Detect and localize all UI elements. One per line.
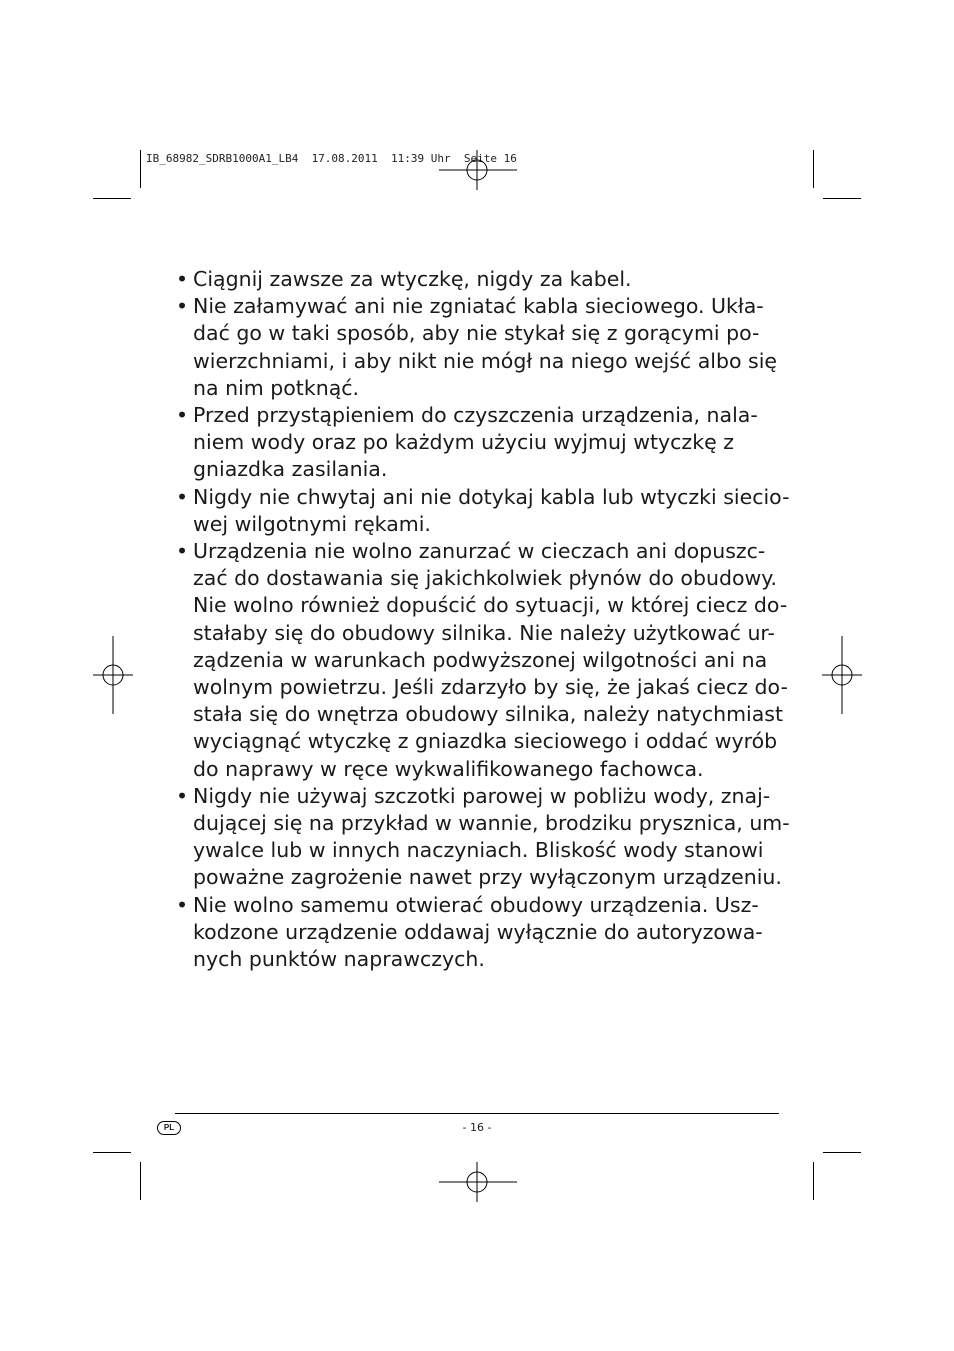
bullet-text-line: na nim potknąć. xyxy=(193,375,360,400)
bullet-text-line: wej wilgotnymi rękami. xyxy=(193,511,431,536)
bullet-item xyxy=(175,484,790,538)
bullet-item xyxy=(175,892,785,974)
bullet-text-line: gniazdka zasilania. xyxy=(193,457,388,482)
registration-mark-bottom-icon xyxy=(439,1162,517,1202)
bullet-text-line: wierzchniami, i aby nikt nie mógł na niego wejść albo się xyxy=(193,348,778,373)
registration-mark-right-icon xyxy=(822,636,862,714)
bullet-item xyxy=(175,266,785,293)
bullet-text-line: Nigdy nie używaj szczotki parowej w pobliżu wody, znaj- xyxy=(193,783,771,808)
bullet-text-line: Nie wolno również dopuścić do sytuacji, w której ciecz do- xyxy=(193,593,788,618)
crop-mark-bottom-right-vertical xyxy=(813,1162,814,1200)
bullet-text-line: Urządzenia nie wolno zanurzać w cieczach ani dopuszc- xyxy=(193,539,766,564)
crop-mark-bottom-right-horizontal xyxy=(823,1152,861,1153)
bullet-item xyxy=(175,402,785,484)
registration-mark-top-icon xyxy=(439,150,517,190)
bullet-marker: • xyxy=(176,484,189,509)
bullet-text-line: nych punktów naprawczych. xyxy=(193,947,485,972)
bullet-marker: • xyxy=(176,783,189,808)
crop-mark-top-left-vertical xyxy=(140,150,141,188)
bullet-text-line: do naprawy w ręce wykwalifikowanego fachowca. xyxy=(193,756,704,781)
bullet-text-line: wolnym powietrzu. Jeśli zdarzyło by się, że jakaś ciecz do- xyxy=(193,675,788,700)
bullet-text-line: wyciągnąć wtyczkę z gniazdka sieciowego i oddać wyrób xyxy=(193,729,778,754)
bullet-marker: • xyxy=(176,539,189,564)
footer-rule xyxy=(175,1113,779,1114)
bullet-text-line: ywalce lub w innych naczyniach. Bliskość wody stanowi xyxy=(193,838,764,863)
bullet-text-line: stała się do wnętrza obudowy silnika, należy natychmiast xyxy=(193,702,784,727)
bullet-text-line: Nigdy nie chwytaj ani nie dotykaj kabla lub wtyczki siecio- xyxy=(193,484,790,509)
bullet-text-line: poważne zagrożenie nawet przy wyłączonym urządzeniu. xyxy=(193,865,782,890)
safety-instructions xyxy=(175,266,790,973)
bullet-text-line: dującej się na przykład w wannie, brodziku prysznica, um- xyxy=(193,811,790,836)
bullet-text-line: Nie wolno samemu otwierać obudowy urządzenia. Usz- xyxy=(193,892,759,917)
bullet-text-line: kodzone urządzenie oddawaj wyłącznie do autoryzowa- xyxy=(193,919,763,944)
language-badge: PL xyxy=(157,1121,181,1135)
bullet-text-line: Przed przystąpieniem do czyszczenia urządzenia, nala- xyxy=(193,403,758,428)
print-slug: IB_68982_SDRB1000A1_LB4 17.08.2011 11:39 Uhr Seite 16 xyxy=(146,152,517,165)
crop-mark-bottom-left-horizontal xyxy=(93,1152,131,1153)
bullet-text-line: dać go w taki sposób, aby nie stykał się z gorącymi po- xyxy=(193,321,760,346)
bullet-marker: • xyxy=(176,403,189,428)
bullet-marker: • xyxy=(176,267,189,291)
registration-mark-left-icon xyxy=(93,636,133,714)
bullet-marker: • xyxy=(176,294,189,319)
bullet-text-line: niem wody oraz po każdym użyciu wyjmuj wtyczkę z xyxy=(193,430,734,455)
crop-mark-bottom-left-vertical xyxy=(140,1162,141,1200)
bullet-text-line: Nie załamywać ani nie zgniatać kabla sieciowego. Ukła- xyxy=(193,294,764,319)
bullet-item xyxy=(175,783,790,892)
bullet-item xyxy=(175,293,785,402)
bullet-text-line: ządzenia w warunkach podwyższonej wilgotności ani na xyxy=(193,647,768,672)
bullet-text-line: stałaby się do obudowy silnika. Nie należy użytkować ur- xyxy=(193,620,775,645)
crop-mark-top-left-horizontal xyxy=(93,198,131,199)
crop-mark-top-right-horizontal xyxy=(823,198,861,199)
bullet-marker: • xyxy=(176,892,189,917)
page-number: - 16 - xyxy=(462,1121,492,1134)
bullet-text-line: Ciągnij zawsze za wtyczkę, nigdy za kabel. xyxy=(193,267,632,291)
bullet-item xyxy=(175,538,788,783)
bullet-text-line: zać do dostawania się jakichkolwiek płynów do obudowy. xyxy=(193,566,777,591)
crop-mark-top-right-vertical xyxy=(813,150,814,188)
